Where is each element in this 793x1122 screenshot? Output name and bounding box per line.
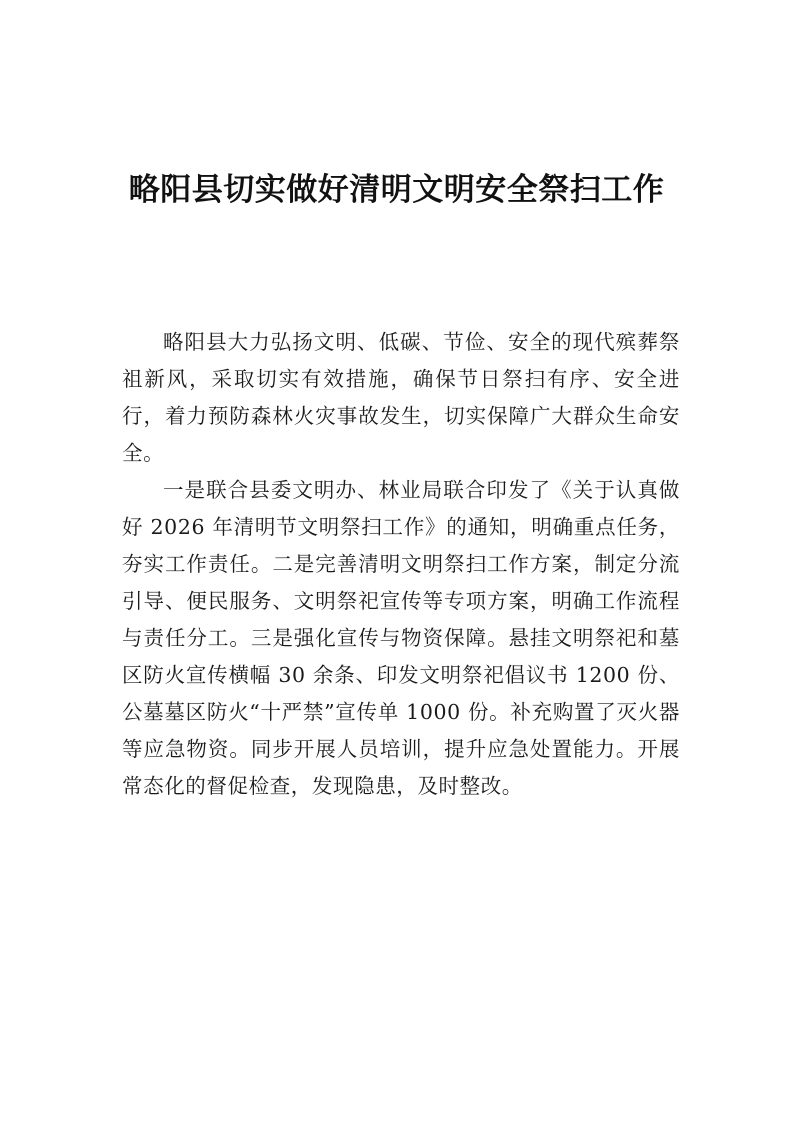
document-title: 略阳县切实做好清明文明安全祭扫工作: [128, 172, 665, 208]
body-paragraph-measures: 一是联合县委文明办、林业局联合印发了《关于认真做好 2026 年清明节文明祭扫工作》的通知，明确重点任务，夯实工作责任。二是完善清明文明祭扫工作方案，制定分流引导、便民服务、文明祭祀宣传等专项方案，明确工作流程与责任分工。三是强化宣传与物资保障。悬挂文明祭祀和墓区防火宣传横幅 30 余条、印发文明祭祀倡议书 1200 份、公墓墓区防火“十严禁”宣传单 1000 份。补充购置了灭火器等应急物资。同步开展人员培训，提升应急处置能力。开展常态化的督促检查，发现隐患，及时整改。: [122, 478, 680, 798]
body-paragraph-intro: 略阳县大力弘扬文明、低碳、节俭、安全的现代殡葬祭祖新风，采取切实有效措施，确保节日祭扫有序、安全进行，着力预防森林火灾事故发生，切实保障广大群众生命安全。: [122, 330, 680, 465]
document-body: [122, 324, 680, 805]
